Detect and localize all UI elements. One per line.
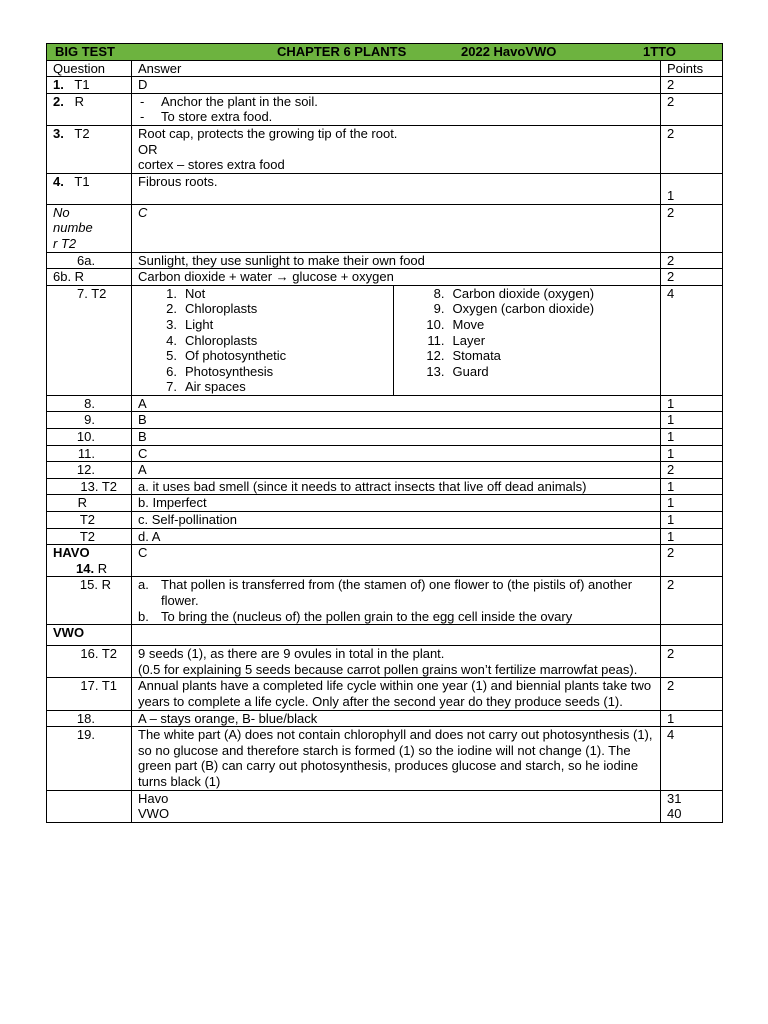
question-cell: 7. T2: [47, 285, 132, 395]
answer-text: Air spaces: [185, 379, 246, 395]
table-row: [47, 545, 723, 577]
answer-list: [138, 94, 654, 125]
table-row: [47, 93, 723, 125]
question-cell: 8.: [47, 395, 132, 412]
test-title: BIG TEST: [55, 44, 115, 59]
table-row: [47, 429, 723, 446]
numbered-answer: [422, 348, 655, 364]
points-cell: 2: [661, 77, 723, 94]
table-row: [47, 577, 723, 625]
answer-line: (0.5 for explaining 5 seeds because carrot pollen grains won’t fertilize marrowfat peas).: [138, 661, 638, 677]
question-cell: 17. T1: [47, 678, 132, 710]
answers-left-column: [132, 286, 393, 395]
table-row: [47, 710, 723, 727]
answer-number: 6.: [166, 363, 177, 379]
points-cell: 2: [661, 646, 723, 678]
answer-number: 12.: [426, 348, 445, 364]
answer-text: Oxygen (carbon dioxide): [452, 301, 595, 317]
table-row: [47, 625, 723, 646]
chapter-title: CHAPTER 6 PLANTS: [277, 44, 407, 59]
question-code: R: [97, 560, 108, 576]
answers-right-column: [393, 286, 661, 395]
question-header: Question: [47, 60, 132, 77]
answer-text: Carbon dioxide (oxygen): [452, 285, 595, 301]
question-cell: R: [47, 495, 132, 512]
table-row: [47, 204, 723, 252]
question-number: 4.: [53, 173, 64, 189]
table-row: [47, 412, 723, 429]
points-cell: 2: [661, 545, 723, 577]
answer-cell: b. Imperfect: [132, 495, 661, 512]
answer-line: 9 seeds (1), as there are 9 ovules in total in the plant.: [138, 646, 445, 662]
table-row: [47, 395, 723, 412]
question-label-line: No: [53, 204, 70, 220]
year-label: 2022 HavoVWO: [461, 44, 557, 59]
answer-cell: A: [132, 395, 661, 412]
table-row: [47, 462, 723, 479]
points-cell: 1: [661, 512, 723, 529]
list-marker: b.: [138, 608, 149, 624]
answer-cell: A: [132, 462, 661, 479]
totals-row: [47, 790, 723, 822]
answer-line: OR: [138, 141, 158, 157]
numbered-answer: [422, 333, 655, 349]
question-number: 3.: [53, 125, 64, 141]
answer-cell: Annual plants have a completed life cycle within one year (1) and biennial plants take two years to complete a life cycle. Only after the second year do they produce seeds (1).: [132, 678, 661, 710]
answer-cell: c. Self-pollination: [132, 512, 661, 529]
answer-cell: C: [132, 545, 661, 577]
numbered-answer: [422, 301, 655, 317]
answer-cell: C: [132, 445, 661, 462]
table-row: [47, 678, 723, 710]
vwo-total-label: VWO: [138, 806, 170, 822]
table-row: [47, 445, 723, 462]
points-cell: 2: [661, 125, 723, 173]
question-cell: 15. R: [47, 577, 132, 625]
havo-total-label: Havo: [138, 790, 169, 806]
question-label-line: r T2: [53, 235, 77, 251]
table-row: [47, 727, 723, 790]
points-cell: 1: [661, 528, 723, 545]
answer-text: Stomata: [452, 348, 501, 364]
question-number: 1.: [53, 77, 64, 93]
answer-text: Photosynthesis: [185, 363, 274, 379]
answer-text: Light: [185, 316, 214, 332]
question-code: T1: [74, 173, 90, 189]
points-cell: 2: [661, 462, 723, 479]
answer-cell: B: [132, 429, 661, 446]
answer-cell: Sunlight, they use sunlight to make their own food: [132, 252, 661, 269]
points-cell: 1: [661, 395, 723, 412]
points-cell: 2: [661, 252, 723, 269]
answer-number: 4.: [166, 332, 177, 348]
answer-text: Not: [185, 285, 206, 301]
answer-text: Chloroplasts: [185, 332, 258, 348]
question-cell: 9.: [47, 412, 132, 429]
points-cell: 2: [661, 269, 723, 286]
list-item: - Anchor the plant in the soil.: [138, 94, 654, 110]
table-row: [47, 77, 723, 94]
question-cell: 13. T2: [47, 478, 132, 495]
question-cell: 6b. R: [47, 269, 132, 286]
table-row: [47, 646, 723, 678]
points-header: Points: [661, 60, 723, 77]
answer-cell: C: [132, 204, 661, 252]
numbered-answer: [154, 364, 387, 380]
points-cell: 1: [661, 495, 723, 512]
list-marker: a.: [138, 577, 149, 593]
numbered-answer: [422, 286, 655, 302]
points-cell: 2: [661, 93, 723, 125]
answer-text: Layer: [452, 332, 486, 348]
answer-text: Chloroplasts: [185, 301, 258, 317]
numbered-answer: [154, 379, 387, 395]
table-row: [47, 512, 723, 529]
numbered-answer: [154, 317, 387, 333]
question-code: T1: [74, 77, 90, 93]
table-row: [47, 285, 723, 395]
havo-total-points: 31: [667, 790, 682, 806]
answer-cell: d. A: [132, 528, 661, 545]
fill-in-answers: [132, 286, 660, 395]
question-cell: 19.: [47, 727, 132, 790]
list-item: - To store extra food.: [138, 109, 654, 125]
answer-cell: B: [132, 412, 661, 429]
answer-number: 11.: [427, 332, 445, 348]
table-row: [47, 252, 723, 269]
numbered-answer: [154, 348, 387, 364]
answer-cell: A – stays orange, B- blue/black: [132, 710, 661, 727]
answer-cell: D: [132, 77, 661, 94]
question-cell: 18.: [47, 710, 132, 727]
class-label: 1TTO: [643, 44, 676, 59]
answer-number: 10.: [426, 316, 445, 332]
column-header-row: [47, 60, 723, 77]
question-cell: 12.: [47, 462, 132, 479]
question-cell: 11.: [47, 445, 132, 462]
points-cell: 2: [661, 204, 723, 252]
question-cell: T2: [47, 528, 132, 545]
table-row: [47, 528, 723, 545]
answer-line: Root cap, protects the growing tip of the root.: [138, 125, 398, 141]
question-number: 2.: [53, 93, 64, 109]
numbered-answer: [154, 286, 387, 302]
points-cell: 1: [661, 429, 723, 446]
answer-number: 7.: [166, 379, 177, 395]
section-label-vwo: VWO: [47, 625, 132, 646]
answer-number: 3.: [166, 316, 177, 332]
list-item-text: To bring the (nucleus of) the pollen grain to the egg cell inside the ovary: [161, 608, 573, 624]
question-code: R: [74, 93, 85, 109]
section-label-havo: HAVO: [53, 545, 90, 561]
question-code: T2: [74, 125, 90, 141]
points-cell: 1: [661, 710, 723, 727]
question-label-line: numbe: [53, 220, 93, 236]
question-cell: 10.: [47, 429, 132, 446]
table-row: [47, 173, 723, 204]
list-item: [138, 609, 654, 625]
numbered-answer: [154, 301, 387, 317]
question-number: 14.: [76, 560, 95, 576]
answer-cell: The white part (A) does not contain chlorophyll and does not carry out photosynthesis (1), so no glucose and therefore starch is formed (1) so the iodine will not change (1). The green part (B) can carry out photosynthesis, produces glucose and starch, so he iodine turns black (1): [132, 727, 661, 790]
points-cell: 2: [661, 577, 723, 625]
header-row: [47, 44, 723, 61]
question-cell: T2: [47, 512, 132, 529]
answer-list: [138, 577, 654, 624]
vwo-total-points: 40: [667, 806, 682, 822]
answer-key-table: [46, 43, 723, 823]
answer-cell: a. it uses bad smell (since it needs to attract insects that live off dead animals): [132, 478, 661, 495]
table-row: [47, 269, 723, 286]
question-cell: 16. T2: [47, 646, 132, 678]
answer-text: Move: [452, 316, 485, 332]
table-row: [47, 478, 723, 495]
answer-number: 5.: [166, 348, 177, 364]
answer-text: Of photosynthetic: [185, 348, 287, 364]
answer-cell: Fibrous roots.: [132, 173, 661, 204]
numbered-answer: [422, 317, 655, 333]
answer-text: Guard: [452, 363, 489, 379]
answer-header: Answer: [132, 60, 661, 77]
points-cell: 1: [661, 173, 723, 204]
answer-number: 2.: [166, 301, 177, 317]
points-cell: 1: [661, 412, 723, 429]
points-cell: 4: [661, 285, 723, 395]
list-item-text: That pollen is transferred from (the stamen of) one flower to (the pistils of) another flower.: [161, 577, 633, 608]
numbered-answer: [422, 364, 655, 380]
numbered-answer: [154, 333, 387, 349]
answer-cell: Carbon dioxide + water → glucose + oxygen: [132, 269, 661, 286]
list-item: [138, 577, 654, 608]
answer-number: 1.: [166, 285, 177, 301]
points-cell: 4: [661, 727, 723, 790]
answer-number: 8.: [433, 285, 445, 301]
answer-line: cortex – stores extra food: [138, 157, 285, 173]
answer-number: 13.: [426, 363, 445, 379]
points-cell: 1: [661, 478, 723, 495]
table-row: [47, 125, 723, 173]
points-cell: 2: [661, 678, 723, 710]
table-row: [47, 495, 723, 512]
answer-number: 9.: [433, 301, 445, 317]
question-cell: 6a.: [47, 252, 132, 269]
points-cell: 1: [661, 445, 723, 462]
